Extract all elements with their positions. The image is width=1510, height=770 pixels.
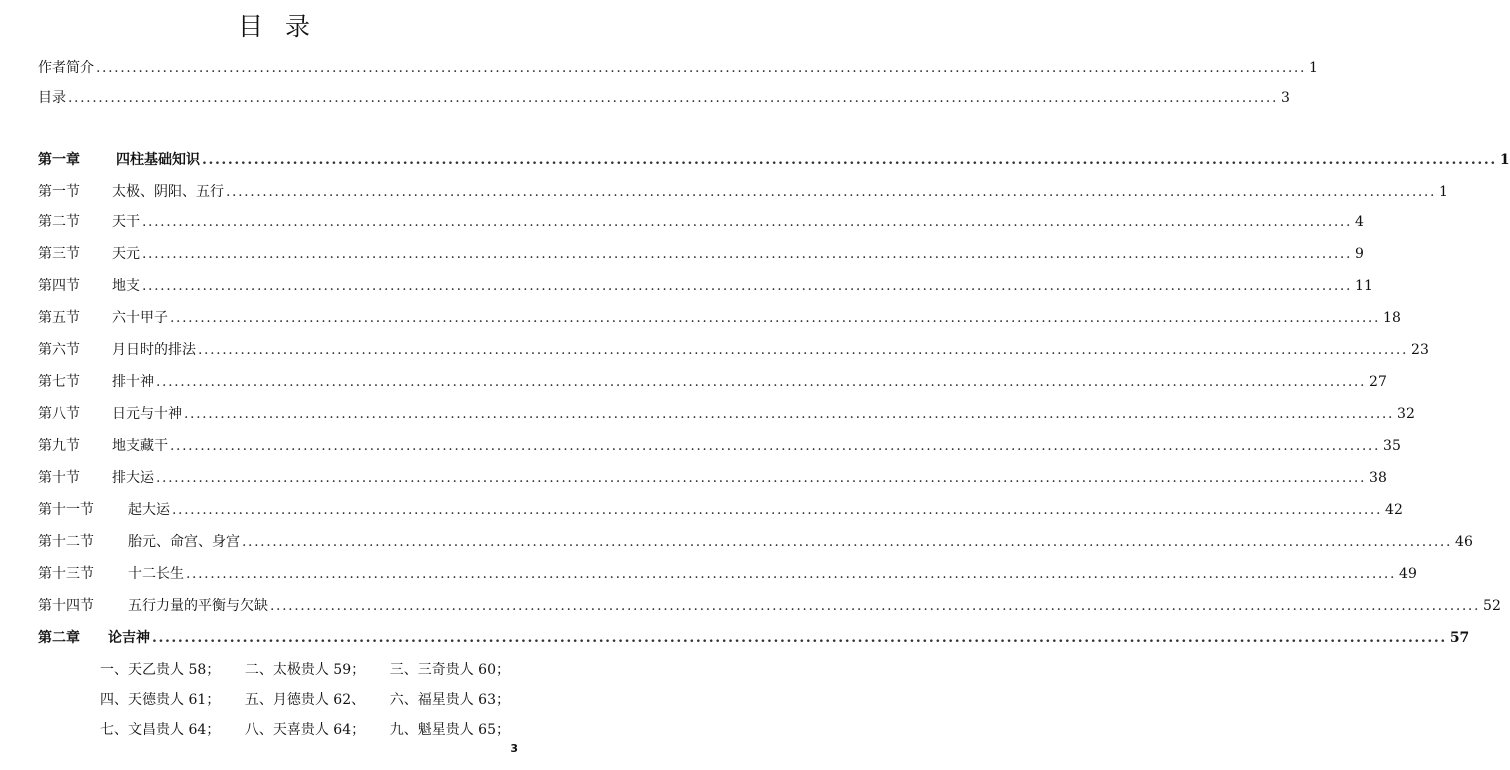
section-page: 49: [1399, 566, 1417, 582]
leader-dots: ........................................................................................................................................................................................................: [96, 60, 1307, 76]
section-page: 11: [1355, 278, 1373, 294]
section-label: 第八节: [38, 406, 80, 422]
toc-section[interactable]: [38, 500, 1403, 520]
section-label: 第九节: [38, 438, 80, 454]
list-item[interactable]: 八、天喜贵人 64；: [244, 722, 366, 738]
toc-section[interactable]: [38, 308, 1401, 328]
chapter-title: 四柱基础知识: [116, 152, 200, 168]
list-item[interactable]: 一、天乙贵人 58；: [100, 662, 221, 678]
section-label: 第四节: [38, 278, 80, 294]
section-label: 第十三节: [38, 566, 94, 582]
list-item[interactable]: 九、魁星贵人 65；: [389, 722, 510, 738]
chapter-title: 论吉神: [108, 630, 150, 646]
section-label: 第一节: [38, 184, 80, 200]
section-label: 第十节: [38, 470, 80, 486]
section-page: 35: [1383, 438, 1401, 454]
leader-dots: ........................................................................................................................................................................................................: [172, 502, 1383, 518]
toc-entry-author-intro[interactable]: [38, 58, 1318, 78]
section-page: 18: [1383, 310, 1401, 326]
toc-section[interactable]: [38, 276, 1373, 296]
list-item[interactable]: 六、福星贵人 63；: [389, 692, 510, 708]
toc-entry-contents[interactable]: [38, 88, 1290, 108]
page-title: 目录: [237, 12, 332, 41]
section-title: 五行力量的平衡与欠缺: [128, 598, 268, 614]
leader-dots: ........................................................................................................................................................................................................: [68, 90, 1279, 106]
chapter-label: 第二章: [38, 630, 80, 646]
auspicious-star-row: [100, 660, 510, 680]
toc-section[interactable]: [38, 244, 1364, 264]
section-label: 第三节: [38, 246, 80, 262]
section-page: 4: [1355, 214, 1364, 230]
chapter-page: 57: [1449, 630, 1470, 646]
list-item[interactable]: 二、太极贵人 59；: [244, 662, 366, 678]
leader-dots: ........................................................................................................................................................................................................: [152, 630, 1447, 646]
toc-section[interactable]: [38, 340, 1429, 360]
leader-dots: ........................................................................................................................................................................................................: [198, 342, 1409, 358]
leader-dots: ........................................................................................................................................................................................................: [170, 310, 1381, 326]
section-page: 46: [1455, 534, 1473, 550]
toc-section[interactable]: [38, 468, 1387, 488]
section-title: 太极、阴阳、五行: [112, 184, 224, 200]
leader-dots: ........................................................................................................................................................................................................: [142, 278, 1353, 294]
section-page: 32: [1397, 406, 1415, 422]
section-label: 第六节: [38, 342, 80, 358]
leader-dots: ........................................................................................................................................................................................................: [242, 534, 1453, 550]
chapter-page: 1: [1499, 152, 1510, 168]
section-page: 42: [1385, 502, 1403, 518]
section-label: 第十一节: [38, 502, 94, 518]
entry-title: 目录: [38, 90, 66, 106]
leader-dots: ........................................................................................................................................................................................................: [226, 184, 1437, 200]
toc-section[interactable]: [38, 404, 1415, 424]
section-page: 1: [1439, 184, 1448, 200]
section-title: 日元与十神: [112, 406, 182, 422]
toc-section[interactable]: [38, 532, 1473, 552]
list-item[interactable]: 四、天德贵人 61；: [100, 692, 221, 708]
auspicious-star-row: [100, 690, 510, 710]
section-title: 排大运: [112, 470, 154, 486]
toc-section[interactable]: [38, 372, 1387, 392]
toc-section[interactable]: [38, 182, 1448, 202]
section-title: 天干: [112, 214, 140, 230]
leader-dots: ........................................................................................................................................................................................................: [270, 598, 1481, 614]
section-page: 38: [1369, 470, 1387, 486]
section-title: 地支藏干: [112, 438, 168, 454]
entry-page: 3: [1281, 90, 1290, 106]
list-item[interactable]: 五、月德贵人 62、: [244, 692, 366, 708]
toc-section[interactable]: [38, 596, 1501, 616]
section-page: 27: [1369, 374, 1387, 390]
page-number: 3: [510, 742, 518, 755]
toc-chapter-2[interactable]: [38, 628, 1470, 648]
list-item[interactable]: 七、文昌贵人 64；: [100, 722, 221, 738]
section-label: 第七节: [38, 374, 80, 390]
section-title: 六十甲子: [112, 310, 168, 326]
leader-dots: ........................................................................................................................................................................................................: [156, 374, 1367, 390]
leader-dots: ........................................................................................................................................................................................................: [202, 152, 1497, 168]
leader-dots: ........................................................................................................................................................................................................: [156, 470, 1367, 486]
toc-section[interactable]: [38, 564, 1417, 584]
toc-chapter-1[interactable]: [38, 150, 1510, 170]
section-title: 排十神: [112, 374, 154, 390]
section-title: 起大运: [128, 502, 170, 518]
leader-dots: ........................................................................................................................................................................................................: [142, 214, 1353, 230]
section-page: 52: [1483, 598, 1501, 614]
entry-title: 作者简介: [38, 60, 94, 76]
leader-dots: ........................................................................................................................................................................................................: [142, 246, 1353, 262]
section-page: 23: [1411, 342, 1429, 358]
section-label: 第五节: [38, 310, 80, 326]
chapter-label: 第一章: [38, 152, 80, 168]
auspicious-star-row: [100, 720, 510, 740]
leader-dots: ........................................................................................................................................................................................................: [184, 406, 1395, 422]
section-title: 天元: [112, 246, 140, 262]
entry-page: 1: [1309, 60, 1318, 76]
toc-section[interactable]: [38, 436, 1401, 456]
section-title: 月日时的排法: [112, 342, 196, 358]
section-label: 第二节: [38, 214, 80, 230]
section-label: 第十四节: [38, 598, 94, 614]
section-title: 胎元、命宫、身宫: [128, 534, 240, 550]
section-title: 地支: [112, 278, 140, 294]
section-label: 第十二节: [38, 534, 94, 550]
leader-dots: ........................................................................................................................................................................................................: [186, 566, 1397, 582]
toc-section[interactable]: [38, 212, 1364, 232]
leader-dots: ........................................................................................................................................................................................................: [170, 438, 1381, 454]
section-title: 十二长生: [128, 566, 184, 582]
section-page: 9: [1355, 246, 1364, 262]
list-item[interactable]: 三、三奇贵人 60；: [389, 662, 510, 678]
